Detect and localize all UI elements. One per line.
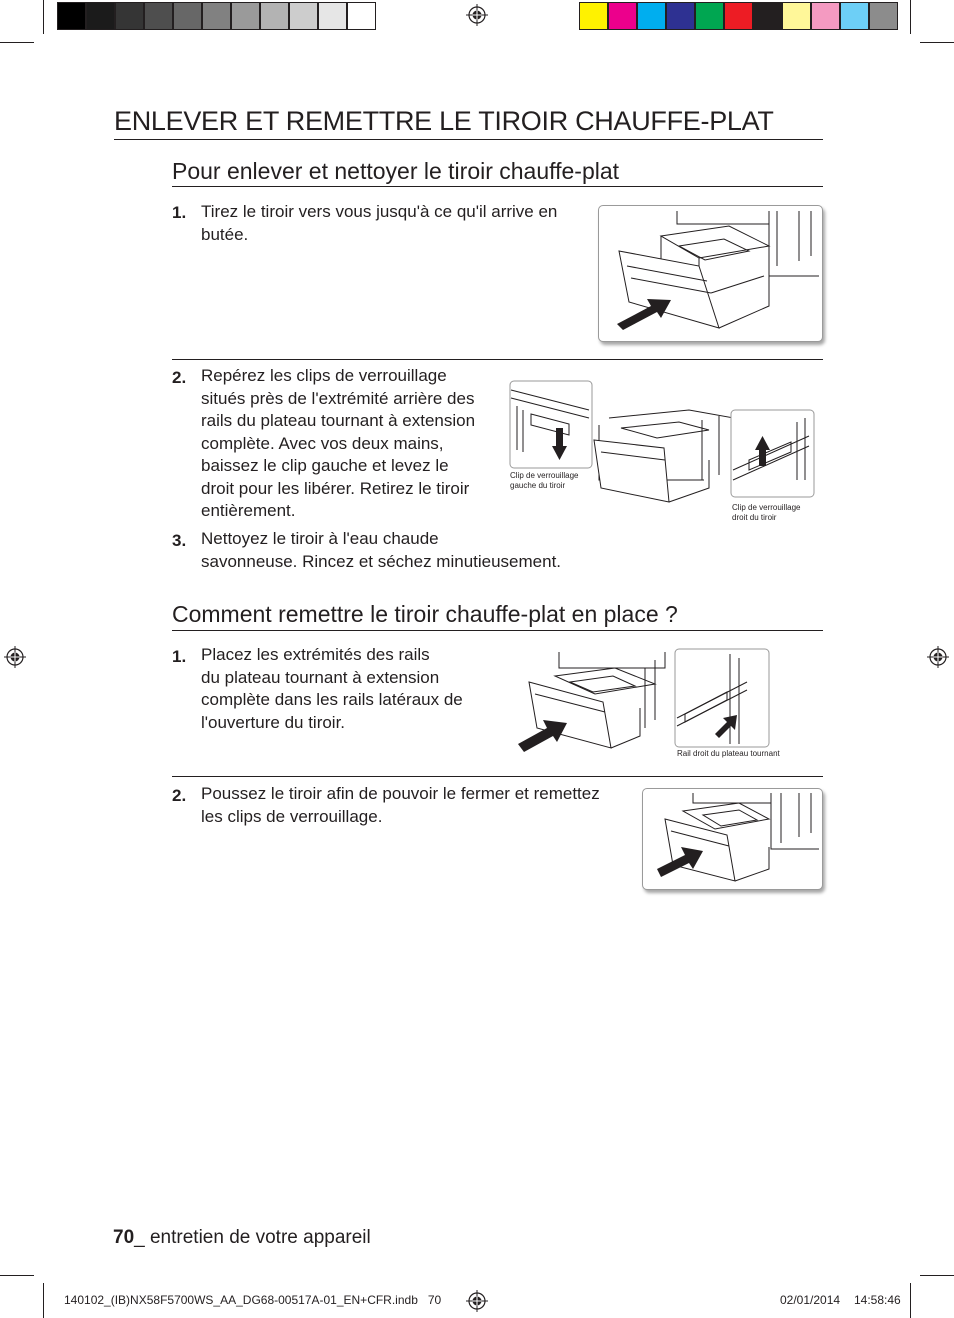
step-text [201, 783, 631, 828]
step-divider [172, 359, 823, 360]
slug-time: 14:58:46 [854, 1293, 901, 1307]
step-number: 2. [172, 368, 187, 387]
gray-swatch [260, 2, 289, 30]
step-text [201, 365, 501, 523]
text-line: Poussez le tiroir afin de pouvoir le fermer et remettez [201, 784, 600, 803]
section-heading: Pour enlever et nettoyer le tiroir chauffe-plat [172, 158, 620, 184]
gray-swatch [231, 2, 260, 30]
caption-line: droit du tiroir [732, 513, 777, 522]
step-number: 2. [172, 786, 187, 805]
gray-swatch [144, 2, 173, 30]
gray-swatch [202, 2, 231, 30]
page-number: 70 [113, 1227, 135, 1248]
crop-mark [0, 42, 34, 43]
text-line: complète. Avec vos deux mains, [201, 433, 444, 453]
crop-mark [910, 1283, 911, 1318]
color-swatch [840, 2, 869, 30]
color-swatch [579, 2, 608, 30]
text-line: complète dans les rails latéraux de [201, 690, 463, 709]
crop-mark [910, 0, 911, 34]
color-swatch [811, 2, 840, 30]
gray-swatch [86, 2, 115, 30]
page-footer [113, 1227, 371, 1249]
crop-mark [43, 0, 44, 34]
gray-swatch [318, 2, 347, 30]
section-heading: Comment remettre le tiroir chauffe-plat en place ? [172, 601, 678, 627]
step-text [201, 644, 501, 734]
color-swatch [695, 2, 724, 30]
text-line: Repérez les clips de verrouillage [201, 366, 447, 385]
caption-line: Clip de verrouillage [510, 471, 579, 480]
figure-caption: Rail droit du plateau tournant [677, 749, 780, 758]
registration-mark-icon [4, 646, 26, 668]
text-line: Placez les extrémités des rails [201, 645, 430, 664]
step-text [201, 528, 621, 573]
figure-caption [510, 471, 578, 491]
slug-file-info: 140102_(IB)NX58F5700WS_AA_DG68-00517A-01_EN+CFR.indb 70 [64, 1293, 442, 1307]
text-line: rails du plateau tournant à extension [201, 411, 476, 430]
text-line: savonneuse. Rincez et séchez minutieusement. [201, 551, 562, 571]
text-line: situés près de l'extrémité arrière des [201, 388, 475, 408]
section-rule [172, 186, 823, 187]
slug-date: 02/01/2014 [780, 1293, 841, 1307]
title-rule [114, 139, 823, 140]
crop-mark [920, 42, 954, 43]
color-swatch [608, 2, 637, 30]
text-line: butée. [201, 224, 249, 244]
text-line: baissez le clip gauche et levez le [201, 456, 449, 475]
section-rule [172, 630, 823, 631]
gray-swatch [347, 2, 376, 30]
crop-mark [920, 1275, 954, 1276]
color-swatch [637, 2, 666, 30]
drawer-pull-out-illustration [598, 205, 823, 342]
text-line: l'ouverture du tiroir. [201, 712, 346, 732]
color-swatch [724, 2, 753, 30]
caption-line: gauche du tiroir [510, 481, 566, 490]
step-number: 1. [172, 203, 187, 222]
text-line: entièrement. [201, 501, 296, 520]
caption-line: Clip de verrouillage [732, 503, 801, 512]
figure-caption [732, 503, 800, 523]
color-swatch [666, 2, 695, 30]
color-swatch [753, 2, 782, 30]
text-line: droit pour les libérer. Retirez le tiroir [201, 478, 470, 498]
registration-mark-icon [466, 1290, 488, 1312]
step-divider [172, 776, 823, 777]
color-swatch [869, 2, 898, 30]
color-swatch [782, 2, 811, 30]
text-line: Tirez le tiroir vers vous jusqu'à ce qu'il arrive en [201, 202, 558, 221]
registration-mark-icon [927, 646, 949, 668]
step-number: 1. [172, 647, 187, 666]
gray-swatch [115, 2, 144, 30]
registration-mark-icon [466, 4, 488, 26]
rail-insertion-illustration [515, 648, 771, 752]
footer-section-label: _ entretien de votre appareil [134, 1227, 371, 1248]
gray-swatch [289, 2, 318, 30]
drawer-push-in-illustration [642, 788, 823, 890]
page-title: ENLEVER ET REMETTRE LE TIROIR CHAUFFE-PLAT [114, 106, 774, 136]
text-line: Nettoyez le tiroir à l'eau chaude [201, 529, 439, 548]
text-line: du plateau tournant à extension [201, 667, 440, 687]
crop-mark [0, 1275, 34, 1276]
step-text [201, 201, 591, 246]
step-number: 3. [172, 531, 187, 550]
crop-mark [43, 1283, 44, 1318]
gray-swatch [173, 2, 202, 30]
gray-swatch [57, 2, 86, 30]
text-line: les clips de verrouillage. [201, 806, 383, 826]
